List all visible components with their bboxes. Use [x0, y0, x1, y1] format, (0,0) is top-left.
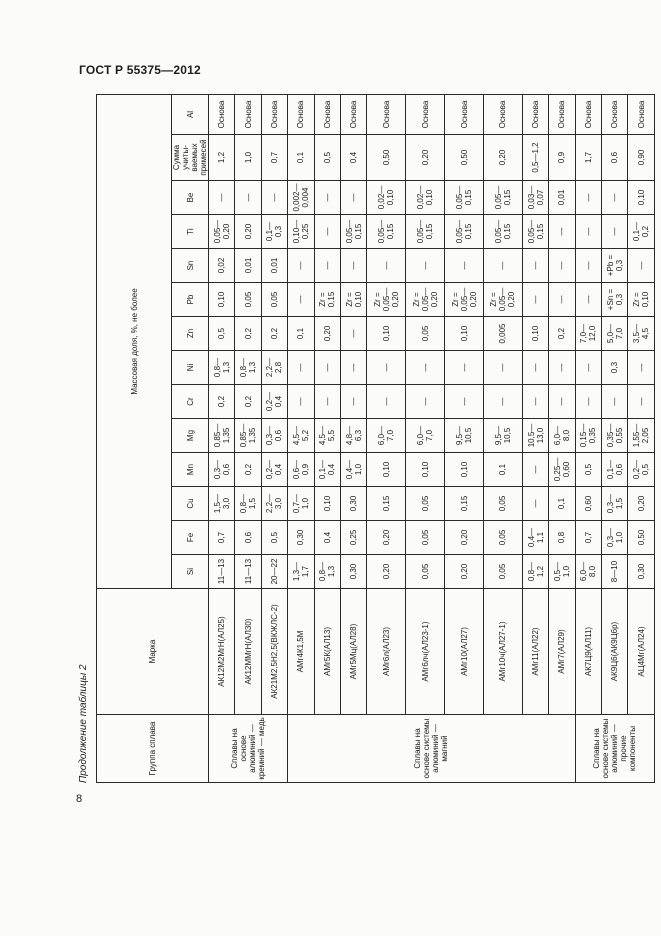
- value-cell: —: [235, 181, 261, 215]
- value-cell: 0,60: [575, 487, 601, 521]
- value-cell: Основа: [628, 94, 655, 134]
- value-cell: 0,05: [484, 521, 523, 555]
- value-cell: 0,8— 1,3: [314, 555, 340, 589]
- value-cell: 0,3— 0,6: [209, 453, 235, 487]
- value-cell: 0,01: [261, 249, 287, 283]
- value-cell: 9,5— 10,5: [484, 419, 523, 453]
- composition-table: [96, 94, 655, 783]
- value-cell: 0,05— 0,15: [406, 215, 445, 249]
- value-cell: 0,8— 1,5: [235, 487, 261, 521]
- value-cell: Основа: [367, 94, 406, 134]
- value-cell: Основа: [314, 94, 340, 134]
- value-cell: Основа: [288, 94, 314, 134]
- value-cell: —: [288, 385, 314, 419]
- value-cell: 0,1— 0,3: [261, 215, 287, 249]
- value-cell: Zr = 0,10: [628, 283, 655, 317]
- value-cell: 0,1: [288, 317, 314, 351]
- value-cell: Основа: [602, 94, 628, 134]
- value-cell: —: [602, 215, 628, 249]
- table-row: [209, 94, 235, 782]
- value-cell: 0,85— 1,35: [235, 419, 261, 453]
- value-cell: 0,35— 0,55: [602, 419, 628, 453]
- value-cell: —: [288, 249, 314, 283]
- value-cell: Основа: [209, 94, 235, 134]
- value-cell: 0,01: [549, 181, 575, 215]
- value-cell: 0,05: [484, 487, 523, 521]
- value-cell: 0,20: [628, 487, 655, 521]
- value-cell: —: [549, 283, 575, 317]
- header-element: Fe: [172, 521, 209, 555]
- grade-cell: АМг10(АЛ27): [445, 589, 484, 715]
- value-cell: 0,10: [367, 453, 406, 487]
- value-cell: 0,7: [575, 521, 601, 555]
- table-row: [575, 94, 601, 782]
- value-cell: 0,3— 0,6: [261, 419, 287, 453]
- value-cell: 0,05: [406, 521, 445, 555]
- value-cell: 0,25: [340, 521, 366, 555]
- value-cell: 6,0— 8,0: [575, 555, 601, 589]
- value-cell: 0,50: [628, 521, 655, 555]
- value-cell: 0,2: [235, 453, 261, 487]
- value-cell: Zr = 0,05— 0,20: [367, 283, 406, 317]
- value-cell: 0,8— 1,3: [209, 351, 235, 385]
- value-cell: 0,7: [261, 135, 287, 181]
- value-cell: 0,20: [235, 215, 261, 249]
- value-cell: 0,10: [209, 283, 235, 317]
- value-cell: —: [602, 181, 628, 215]
- grade-cell: АК21М2,5Н2,5(ВКЖЛС-2): [261, 589, 287, 715]
- value-cell: —: [575, 385, 601, 419]
- value-cell: 6,0— 7,0: [406, 419, 445, 453]
- value-cell: 0,10: [445, 317, 484, 351]
- value-cell: 0,10— 0,25: [288, 215, 314, 249]
- value-cell: —: [522, 249, 548, 283]
- value-cell: 20—22: [261, 555, 287, 589]
- value-cell: Основа: [261, 94, 287, 134]
- value-cell: —: [575, 351, 601, 385]
- header-element: Be: [172, 181, 209, 215]
- value-cell: 1,3— 1,7: [288, 555, 314, 589]
- value-cell: 0,02— 0,10: [367, 181, 406, 215]
- value-cell: 1,55— 2,05: [628, 419, 655, 453]
- value-cell: 0,05— 0,15: [484, 181, 523, 215]
- value-cell: Zr = 0,10: [340, 283, 366, 317]
- value-cell: 0,20: [445, 521, 484, 555]
- value-cell: 0,10: [522, 317, 548, 351]
- value-cell: —: [445, 385, 484, 419]
- value-cell: —: [314, 385, 340, 419]
- value-cell: 0,05— 0,20: [209, 215, 235, 249]
- value-cell: 0,20: [367, 521, 406, 555]
- value-cell: 0,20: [367, 555, 406, 589]
- value-cell: —: [575, 283, 601, 317]
- value-cell: Основа: [549, 94, 575, 134]
- value-cell: 0,1— 0,6: [602, 453, 628, 487]
- group-cell: Сплавы на основе системы алюминий — магний: [288, 715, 576, 783]
- table-row: [314, 94, 340, 782]
- value-cell: 0,3— 1,5: [602, 487, 628, 521]
- value-cell: 0,20: [314, 317, 340, 351]
- value-cell: 0,05: [406, 317, 445, 351]
- value-cell: 11—13: [209, 555, 235, 589]
- value-cell: Основа: [235, 94, 261, 134]
- table-caption: Продолжение таблицы 2: [78, 664, 89, 783]
- value-cell: —: [367, 351, 406, 385]
- value-cell: 11—13: [235, 555, 261, 589]
- value-cell: —: [549, 385, 575, 419]
- table-row: [628, 94, 655, 782]
- value-cell: 0,05— 0,15: [445, 181, 484, 215]
- value-cell: 0,30: [628, 555, 655, 589]
- grade-cell: АК12М2МгН(АЛ25): [209, 589, 235, 715]
- value-cell: 0,9: [549, 135, 575, 181]
- value-cell: 0,8— 1,3: [235, 351, 261, 385]
- value-cell: Основа: [484, 94, 523, 134]
- value-cell: 0,3: [602, 351, 628, 385]
- value-cell: 7,0— 12,0: [575, 317, 601, 351]
- value-cell: 6,0— 7,0: [367, 419, 406, 453]
- grade-cell: АМг7(АЛ29): [549, 589, 575, 715]
- header-element: Ni: [172, 351, 209, 385]
- value-cell: 0,50: [445, 135, 484, 181]
- value-cell: 4,5— 5,2: [288, 419, 314, 453]
- value-cell: 1,2: [209, 135, 235, 181]
- group-cell: Сплавы на основе алюминий — кремний — медь: [209, 715, 288, 783]
- value-cell: 5,0— 7,0: [602, 317, 628, 351]
- value-cell: —: [522, 283, 548, 317]
- header-element: Сумма учиты-ваемых примесей: [172, 135, 209, 181]
- value-cell: 0,05: [261, 283, 287, 317]
- value-cell: —: [340, 249, 366, 283]
- grade-cell: АМг4К1,5М: [288, 589, 314, 715]
- value-cell: 0,1: [288, 135, 314, 181]
- value-cell: Zr = 0,15: [314, 283, 340, 317]
- header-element: Al: [172, 94, 209, 134]
- value-cell: 0,05— 0,15: [522, 215, 548, 249]
- table-row: [602, 94, 628, 782]
- value-cell: —: [484, 385, 523, 419]
- value-cell: 0,90: [628, 135, 655, 181]
- table-row: [340, 94, 366, 782]
- value-cell: 0,6: [602, 135, 628, 181]
- value-cell: 0,1— 0,2: [628, 215, 655, 249]
- value-cell: —: [288, 283, 314, 317]
- header-grade: Марка: [97, 589, 209, 715]
- value-cell: 1,7: [575, 135, 601, 181]
- value-cell: 6,0— 8,0: [549, 419, 575, 453]
- value-cell: —: [522, 385, 548, 419]
- value-cell: 0,10: [445, 453, 484, 487]
- value-cell: 2,2— 3,0: [261, 487, 287, 521]
- value-cell: 0,10: [628, 181, 655, 215]
- value-cell: 0,2: [209, 385, 235, 419]
- table-row: [445, 94, 484, 782]
- value-cell: 0,10: [367, 317, 406, 351]
- value-cell: —: [314, 351, 340, 385]
- value-cell: Zr = 0,05— 0,20: [406, 283, 445, 317]
- value-cell: —: [314, 181, 340, 215]
- table-row: [522, 94, 548, 782]
- value-cell: 0,05— 0,15: [445, 215, 484, 249]
- value-cell: —: [445, 249, 484, 283]
- value-cell: 0,4— 1,0: [340, 453, 366, 487]
- value-cell: —: [340, 181, 366, 215]
- value-cell: 0,05: [406, 555, 445, 589]
- value-cell: 0,02: [209, 249, 235, 283]
- group-cell: Сплавы на основе системы алюминий — прочие компоненты: [575, 715, 654, 783]
- value-cell: —: [602, 385, 628, 419]
- value-cell: —: [406, 351, 445, 385]
- value-cell: 0,8: [549, 521, 575, 555]
- value-cell: 0,15— 0,35: [575, 419, 601, 453]
- value-cell: 0,20: [445, 555, 484, 589]
- value-cell: —: [484, 351, 523, 385]
- value-cell: 0,2: [235, 317, 261, 351]
- value-cell: 0,05: [484, 555, 523, 589]
- header-element: Cr: [172, 385, 209, 419]
- value-cell: 0,2— 0,4: [261, 385, 287, 419]
- value-cell: 1,5— 3,0: [209, 487, 235, 521]
- value-cell: 0,5: [261, 521, 287, 555]
- value-cell: —: [406, 249, 445, 283]
- value-cell: 0,10: [314, 487, 340, 521]
- value-cell: 9,5— 10,5: [445, 419, 484, 453]
- value-cell: 0,1— 0,4: [314, 453, 340, 487]
- value-cell: Основа: [575, 94, 601, 134]
- header-element: Zn: [172, 317, 209, 351]
- value-cell: 0,2: [235, 385, 261, 419]
- value-cell: 0,2— 0,5: [628, 453, 655, 487]
- value-cell: —: [575, 181, 601, 215]
- value-cell: —: [522, 351, 548, 385]
- value-cell: 0,4— 1,1: [522, 521, 548, 555]
- header-composition: Массовая доля, %, не более: [97, 94, 172, 588]
- value-cell: 0,05: [235, 283, 261, 317]
- value-cell: 0,2: [549, 317, 575, 351]
- rotated-table-block: [78, 95, 655, 783]
- page-title: ГОСТ Р 55375—2012: [79, 63, 201, 77]
- value-cell: 2,2— 2,8: [261, 351, 287, 385]
- table-row: [549, 94, 575, 782]
- value-cell: 0,50: [367, 135, 406, 181]
- value-cell: —: [522, 487, 548, 521]
- page-number: 8: [76, 793, 83, 805]
- table-row: [406, 94, 445, 782]
- value-cell: —: [628, 385, 655, 419]
- value-cell: 0,005: [484, 317, 523, 351]
- value-cell: 10,5— 13,0: [522, 419, 548, 453]
- value-cell: +Sn = 0,3: [602, 283, 628, 317]
- grade-cell: АК7Ц9(АЛ11): [575, 589, 601, 715]
- value-cell: —: [406, 385, 445, 419]
- value-cell: 0,5—1,2: [522, 135, 548, 181]
- value-cell: 0,30: [340, 487, 366, 521]
- value-cell: Основа: [340, 94, 366, 134]
- grade-cell: АК12ММгН(АЛ30): [235, 589, 261, 715]
- value-cell: 0,20: [406, 135, 445, 181]
- value-cell: —: [288, 351, 314, 385]
- value-cell: 0,6— 0,9: [288, 453, 314, 487]
- value-cell: 4,8— 6,3: [340, 419, 366, 453]
- value-cell: —: [484, 249, 523, 283]
- value-cell: 0,3— 1,0: [602, 521, 628, 555]
- value-cell: 0,7— 1,0: [288, 487, 314, 521]
- grade-cell: АМг6лч(АЛ23-1): [406, 589, 445, 715]
- value-cell: 8—10: [602, 555, 628, 589]
- value-cell: 0,5— 1,0: [549, 555, 575, 589]
- header-element: Si: [172, 555, 209, 589]
- table-row: [484, 94, 523, 782]
- value-cell: 0,5: [209, 317, 235, 351]
- value-cell: —: [575, 249, 601, 283]
- value-cell: Основа: [522, 94, 548, 134]
- value-cell: +Pb = 0,3: [602, 249, 628, 283]
- value-cell: —: [367, 385, 406, 419]
- table-row: [288, 94, 314, 782]
- value-cell: —: [522, 453, 548, 487]
- table-row: [235, 94, 261, 782]
- value-cell: 0,01: [235, 249, 261, 283]
- value-cell: 0,05— 0,15: [340, 215, 366, 249]
- value-cell: 0,30: [288, 521, 314, 555]
- value-cell: 0,05: [406, 487, 445, 521]
- grade-cell: АМг5Мц(АЛ28): [340, 589, 366, 715]
- value-cell: 0,8— 1,2: [522, 555, 548, 589]
- value-cell: Zr = 0,05— 0,20: [445, 283, 484, 317]
- value-cell: 0,002— 0,004: [288, 181, 314, 215]
- header-element: Ti: [172, 215, 209, 249]
- value-cell: —: [445, 351, 484, 385]
- value-cell: 0,03— 0,07: [522, 181, 548, 215]
- value-cell: 3,5— 4,5: [628, 317, 655, 351]
- value-cell: 4,5— 5,5: [314, 419, 340, 453]
- value-cell: —: [549, 215, 575, 249]
- grade-cell: АМг11(АЛ22): [522, 589, 548, 715]
- value-cell: —: [628, 249, 655, 283]
- value-cell: 0,85— 1,35: [209, 419, 235, 453]
- value-cell: 0,05— 0,15: [367, 215, 406, 249]
- header-element: Pb: [172, 283, 209, 317]
- value-cell: —: [340, 351, 366, 385]
- value-cell: 0,2— 0,4: [261, 453, 287, 487]
- value-cell: 0,6: [235, 521, 261, 555]
- grade-cell: АМг6л(АЛ23): [367, 589, 406, 715]
- value-cell: 1,0: [235, 135, 261, 181]
- value-cell: 0,1: [549, 487, 575, 521]
- value-cell: 0,4: [314, 521, 340, 555]
- value-cell: —: [340, 385, 366, 419]
- value-cell: —: [367, 249, 406, 283]
- header-element: Sn: [172, 249, 209, 283]
- value-cell: 0,2: [261, 317, 287, 351]
- value-cell: —: [261, 181, 287, 215]
- value-cell: Основа: [445, 94, 484, 134]
- header-element: Mg: [172, 419, 209, 453]
- value-cell: 0,10: [406, 453, 445, 487]
- value-cell: 0,1: [484, 453, 523, 487]
- value-cell: 0,15: [367, 487, 406, 521]
- value-cell: —: [549, 351, 575, 385]
- value-cell: 0,05— 0,15: [484, 215, 523, 249]
- header-group: Группа сплава: [97, 715, 209, 783]
- value-cell: 0,5: [575, 453, 601, 487]
- header-element: Cu: [172, 487, 209, 521]
- value-cell: —: [314, 249, 340, 283]
- value-cell: 0,25— 0,60: [549, 453, 575, 487]
- value-cell: —: [209, 181, 235, 215]
- value-cell: Основа: [406, 94, 445, 134]
- value-cell: —: [628, 351, 655, 385]
- grade-cell: АМг10ч(АЛ27-1): [484, 589, 523, 715]
- value-cell: 0,4: [340, 135, 366, 181]
- value-cell: 0,20: [484, 135, 523, 181]
- header-element: Mn: [172, 453, 209, 487]
- value-cell: —: [314, 215, 340, 249]
- value-cell: 0,30: [340, 555, 366, 589]
- value-cell: 0,15: [445, 487, 484, 521]
- grade-cell: АЦ4Мг(АЛ24): [628, 589, 655, 715]
- grade-cell: АК9Ц6(АК9Ц6р): [602, 589, 628, 715]
- value-cell: 0,02— 0,10: [406, 181, 445, 215]
- table-row: [367, 94, 406, 782]
- table-row: [261, 94, 287, 782]
- value-cell: —: [340, 317, 366, 351]
- value-cell: 0,5: [314, 135, 340, 181]
- value-cell: —: [549, 249, 575, 283]
- grade-cell: АМг5К(АЛ13): [314, 589, 340, 715]
- value-cell: —: [575, 215, 601, 249]
- value-cell: Zr = 0,05— 0,20: [484, 283, 523, 317]
- value-cell: 0,7: [209, 521, 235, 555]
